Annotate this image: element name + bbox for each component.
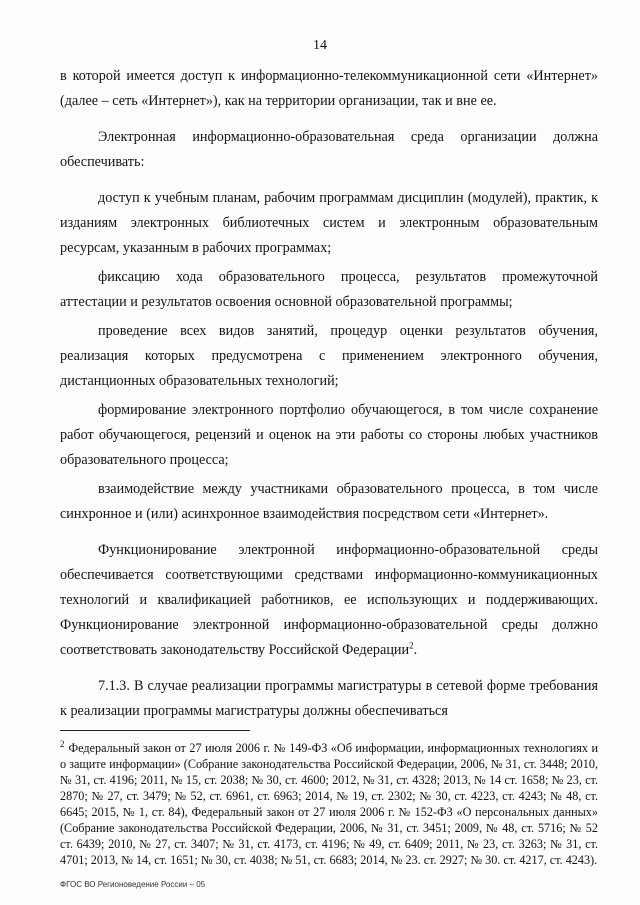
footnote bbox=[60, 736, 598, 868]
page-number: 14 bbox=[313, 38, 327, 53]
footnote-text: Федеральный закон от 27 июля 2006 г. № 149-ФЗ «Об информации, информационных технологиях и о защите информации» (Собрание законодательства Российской Федерации, 2006, № 31, ст. 3448; 2010, № 31, ст. 4196; 2011, № 15, ст. 2038; № 30, ст. 4600; 2012, № 31, ст. 4328; 2013, № 14 ст. 1658; № 23, ст. 2870; № 27, ст. 3479; № 52, ст. 6961, ст. 6963; 2014, № 19, ст. 2302; № 30, ст. 4223, ст. 4243; № 48, ст. 6645; 2015, № 1, ст. 84), Федеральный закон от 27 июля 2006 г. № 152-ФЗ «О персональных данных» (Собрание законодательства Российской Федерации, 2006, № 31, ст. 3451; 2009, № 48, ст. 5716; № 52 ст. 6439; 2010, № 27, ст. 3407; № 31, ст. 4173, ст. 4196; № 49, ст. 6409; 2011, № 23, ст. 3263; № 31, ст. 4701; 2013, № 14, ст. 1651; № 30, ст. 4038; № 51, ст. 6683; 2014, № 23. ст. 2927; № 30. ст. 4217, ст. 4243). bbox=[60, 741, 598, 868]
paragraph-continuation: в которой имеется доступ к информационно-телекоммуникационной сети «Интернет» (далее – сеть «Интернет»), как на территории организации, так и вне ее. bbox=[60, 68, 598, 109]
list-item: формирование электронного портфолио обучающегося, в том числе сохранение работ обучающегося, рецензий и оценок на эти работы со стороны любых участников образовательного процесса; bbox=[60, 402, 598, 468]
paragraph-7-1-3: 7.1.3. В случае реализации программы магистратуры в сетевой форме требования к реализации программы магистратуры должны обеспечиваться bbox=[60, 678, 598, 719]
list-item: взаимодействие между участниками образовательного процесса, в том числе синхронное и (или) асинхронное взаимодействия посредством сети «Интернет». bbox=[60, 481, 598, 522]
paragraph-functioning: Функционирование электронной информационно-образовательной среды обеспечивается соответствующими средствами информационно-коммуникационных технологий и квалификацией работников, ее использующих и поддерживающих. Функционирование электронной информационно-образовательной среды должно соответствовать законодательству Российской Федерации$^2$. bbox=[60, 542, 598, 658]
footnote-divider bbox=[60, 730, 250, 731]
footnote-number: 2 bbox=[60, 739, 65, 749]
list-item: фиксацию хода образовательного процесса, результатов промежуточной аттестации и результатов освоения основной образовательной программы; bbox=[60, 269, 598, 310]
page-footer: ФГОС ВО Регионоведение России – 05 bbox=[60, 880, 206, 889]
list-item: доступ к учебным планам, рабочим программам дисциплин (модулей), практик, к изданиям электронных библиотечных систем и электронным образовательным ресурсам, указанным в рабочих программах; bbox=[60, 190, 598, 256]
paragraph-functioning-text: Функционирование электронной информационно-образовательной среды обеспечивается соответствующими средствами информационно-коммуникационных технологий и квалификацией работников, ее использующих и поддерживающих. Функционирование электронной информационно-образовательной среды должно соответствовать законодательству Российской Федерации bbox=[60, 542, 598, 658]
footnote-reference: 2 bbox=[409, 640, 414, 651]
paragraph-eios-intro: Электронная информационно-образовательная среда организации должна обеспечивать: bbox=[60, 129, 598, 170]
main-text bbox=[60, 64, 598, 735]
list-item: проведение всех видов занятий, процедур оценки результатов обучения, реализация которых предусмотрена с применением электронного обучения, дистанционных образовательных технологий; bbox=[60, 323, 598, 389]
